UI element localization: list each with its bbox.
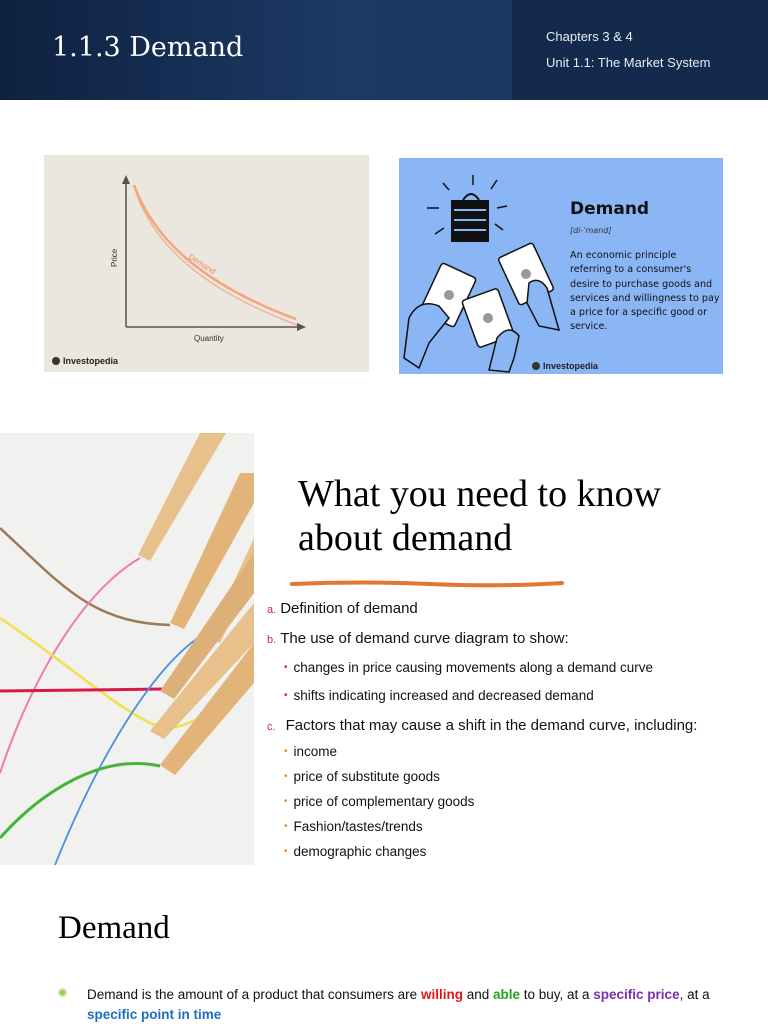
- list-subitem: • demographic changes: [284, 844, 427, 859]
- x-axis-arrow: [297, 323, 306, 331]
- definition-text: An economic principle referring to a consumer's desire to purchase goods and services and willingness to pay a price for a specific good or service.: [570, 250, 720, 333]
- list-subitem: • price of complementary goods: [284, 794, 475, 809]
- demand-curve: [134, 185, 296, 319]
- bullet-dot-icon: •: [284, 846, 288, 857]
- keyword-specific-price: specific price: [593, 987, 680, 1002]
- definition-pronunciation: [di-ˈmand]: [570, 226, 612, 235]
- demand-definition-paragraph: Demand is the amount of a product that consumers are willing and able to buy, at a specific price, at a specific point in time: [87, 987, 710, 1022]
- list-subitem: • changes in price causing movements along a demand curve: [284, 660, 653, 675]
- investopedia-logo-icon: [532, 362, 540, 370]
- bullet-dot-icon: •: [284, 771, 288, 782]
- y-axis-label: Price: [110, 248, 119, 267]
- curve-label: Demand: [186, 252, 218, 277]
- brand-label: Investopedia: [543, 361, 599, 371]
- bullet-dot-icon: •: [284, 796, 288, 807]
- keyword-specific-time: specific point in time: [87, 1007, 222, 1022]
- list-marker: c.: [267, 721, 276, 733]
- pencils-icon: [138, 433, 254, 775]
- definition-title: Demand: [570, 199, 650, 219]
- list-subitem: • income: [284, 744, 338, 759]
- brand-label: Investopedia: [63, 356, 119, 366]
- list-item-b: [267, 630, 569, 647]
- keyword-able: able: [492, 987, 520, 1002]
- demand-curve-graphic: [44, 155, 369, 372]
- definition-image: [399, 158, 723, 374]
- list-item-a: [267, 600, 418, 617]
- pencils-lines-graphic: [0, 433, 254, 865]
- section-heading: What you need to know about demand: [298, 473, 662, 559]
- bullet-circle-icon: [58, 988, 67, 997]
- bullet-dot-icon: •: [284, 662, 288, 673]
- list-item-c: [267, 717, 697, 734]
- list-item-label: The use of demand curve diagram to show:: [280, 630, 569, 647]
- list-item-label: Definition of demand: [280, 600, 418, 617]
- keyword-willing: willing: [420, 987, 463, 1002]
- list-item-label: Factors that may cause a shift in the demand curve, including:: [285, 717, 698, 734]
- investopedia-logo-icon: [52, 357, 60, 365]
- list-marker: a.: [267, 604, 277, 616]
- bullet-dot-icon: •: [284, 821, 288, 832]
- x-axis-label: Quantity: [194, 334, 224, 343]
- header-right-panel: [512, 0, 768, 100]
- list-subitem: • Fashion/tastes/trends: [284, 819, 423, 834]
- chapter-label: Chapters 3 & 4: [546, 29, 633, 44]
- demand-heading: Demand: [58, 910, 170, 946]
- demand-curve-image: [44, 155, 369, 372]
- bullet-dot-icon: •: [284, 746, 288, 757]
- y-axis-arrow: [122, 175, 130, 184]
- list-subitem: • price of substitute goods: [284, 769, 440, 784]
- shopping-bag-icon: [451, 194, 489, 242]
- page-title: 1.1.3 Demand: [52, 32, 244, 63]
- list-marker: b.: [267, 634, 277, 646]
- unit-label: Unit 1.1: The Market System: [546, 55, 711, 70]
- bullet-dot-icon: •: [284, 690, 288, 701]
- heading-underline: [290, 578, 565, 590]
- slide-header: [0, 0, 768, 100]
- pencils-photo: [0, 433, 254, 865]
- demand-curve-shadow: [136, 193, 297, 325]
- list-subitem: • shifts indicating increased and decreased demand: [284, 688, 594, 703]
